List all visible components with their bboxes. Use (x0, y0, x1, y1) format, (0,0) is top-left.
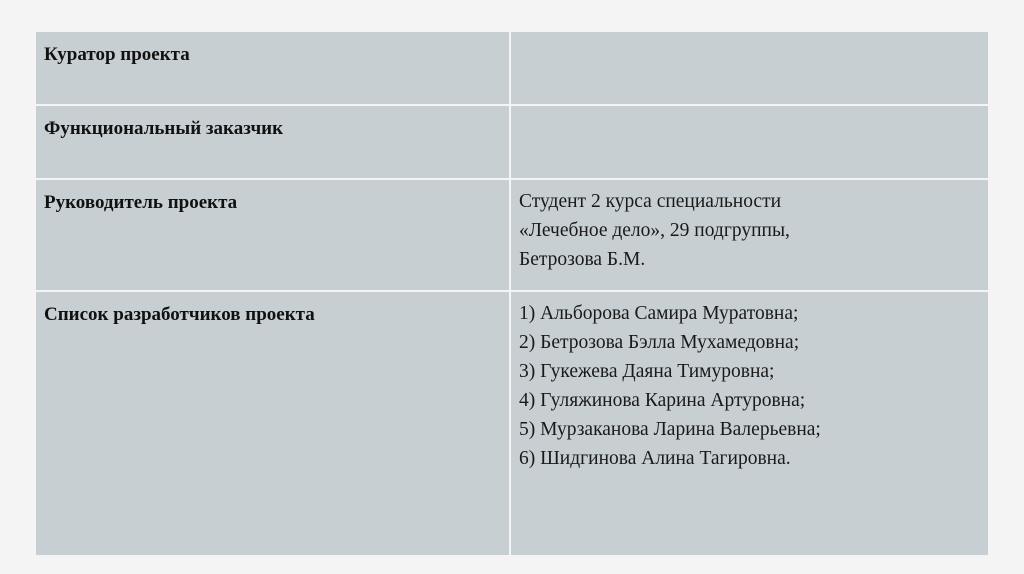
project-leader-line: Студент 2 курса специальности (519, 191, 782, 212)
curator-value (510, 31, 989, 105)
project-leader-value (510, 179, 989, 291)
developer-item: 3) Гукежева Даяна Тимуровна; (519, 361, 775, 382)
project-leader-label: Руководитель проекта (35, 179, 510, 291)
developer-item: 2) Бетрозова Бэлла Мухамедовна; (519, 332, 800, 353)
developer-item: 1) Альборова Самира Муратовна; (519, 303, 799, 324)
developer-item: 5) Мурзаканова Ларина Валерьевна; (519, 419, 821, 440)
table-row-functional-customer (35, 105, 989, 179)
functional-customer-value (510, 105, 989, 179)
project-leader-line: Бетрозова Б.М. (519, 249, 646, 270)
curator-label: Куратор проекта (35, 31, 510, 105)
table-row-developers (35, 291, 989, 556)
table-row-project-leader (35, 179, 989, 291)
project-info-table (34, 30, 990, 557)
project-leader-line: «Лечебное дело», 29 подгруппы, (519, 220, 790, 241)
functional-customer-label: Функциональный заказчик (35, 105, 510, 179)
developers-label: Список разработчиков проекта (35, 291, 510, 556)
developer-item: 4) Гуляжинова Карина Артуровна; (519, 390, 806, 411)
table-row-curator (35, 31, 989, 105)
developer-item: 6) Шидгинова Алина Тагировна. (519, 448, 791, 469)
developers-list (510, 291, 989, 556)
